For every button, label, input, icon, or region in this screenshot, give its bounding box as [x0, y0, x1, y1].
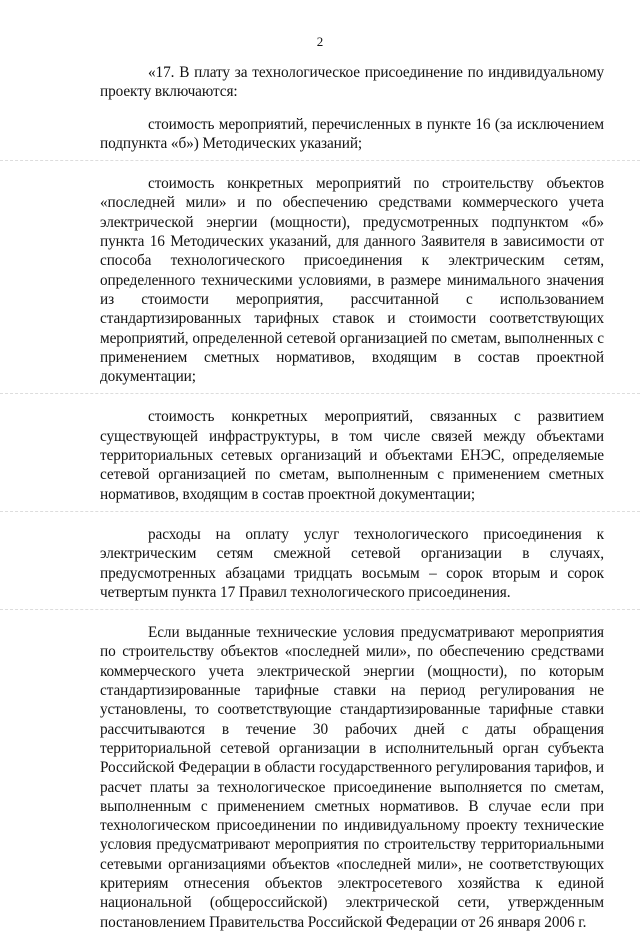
paragraph-item-4: расходы на оплату услуг технологического присоединения к электрическим сетям смежной сетевой организации в случаях, предусмотренных абзацами тридцать восьмым – сорок вторым и сорок четвертым пункта 17 Правил технологического присоединения.: [100, 525, 604, 601]
paragraph-intro: «17. В плату за технологическое присоединение по индивидуальному проекту включаются:: [100, 64, 604, 101]
paragraph-main: Если выданные технические условия предусматривают мероприятия по строительству объектов «последней мили», по обеспечению средствами коммерческого учета электрической энергии (мощности), по которым стандартизированные тарифные ставки на период регулирования не установлены, то соответствующие стандартизированные тарифные ставки рассчитываются в течение 30 рабочих дней с даты обращения территориальной сетевой организации в исполнительный орган субъекта Российской Федерации в области государственного регулирования тарифов, и расчет платы за технологическое присоединение выполняется по сметам, выполненным с применением сметных нормативов. В случае если при технологическом присоединении по индивидуальному проекту технические условия предусматривают мероприятия по строительству территориальными сетевыми организациями объектов «последней мили», не соответствующих критериям отнесения объектов электросетевого хозяйства к единой национальной (общероссийской) электрической сети, утвержденным постановлением Правительства Российской Федерации от 26 января 2006 г.: [100, 624, 604, 931]
page-number: 2: [316, 34, 324, 49]
paragraph-item-1: стоимость мероприятий, перечисленных в пункте 16 (за исключением подпункта «б») Методических указаний;: [100, 115, 604, 152]
document-body: [100, 63, 604, 932]
section-divider: [0, 393, 640, 394]
section-divider: [0, 609, 640, 610]
paragraph-item-3: стоимость конкретных мероприятий, связанных с развитием существующей инфраструктуры, в том числе связей между объектами территориальных сетевых организаций и объектами ЕНЭС, определяемые сетевой организацией по сметам, выполненным с применением сметных нормативов, входящим в состав проектной документации;: [100, 408, 604, 503]
section-divider: [0, 160, 640, 161]
paragraph-item-2: стоимость конкретных мероприятий по строительству объектов «последней мили» и по обеспечению средствами коммерческого учета электрической энергии (мощности), предусмотренных подпунктом «б» пункта 16 Методических указаний, для данного Заявителя в зависимости от способа технологического присоединения к электрическим сетям, определенного техническими условиями, в размере минимального значения из стоимости мероприятия, рассчитанной с использованием стандартизированных тарифных ставок и стоимости соответствующих мероприятий, определенной сетевой организацией по сметам, выполненных с применением сметных нормативов, входящим в состав проектной документации;: [100, 175, 604, 386]
section-divider: [0, 511, 640, 512]
